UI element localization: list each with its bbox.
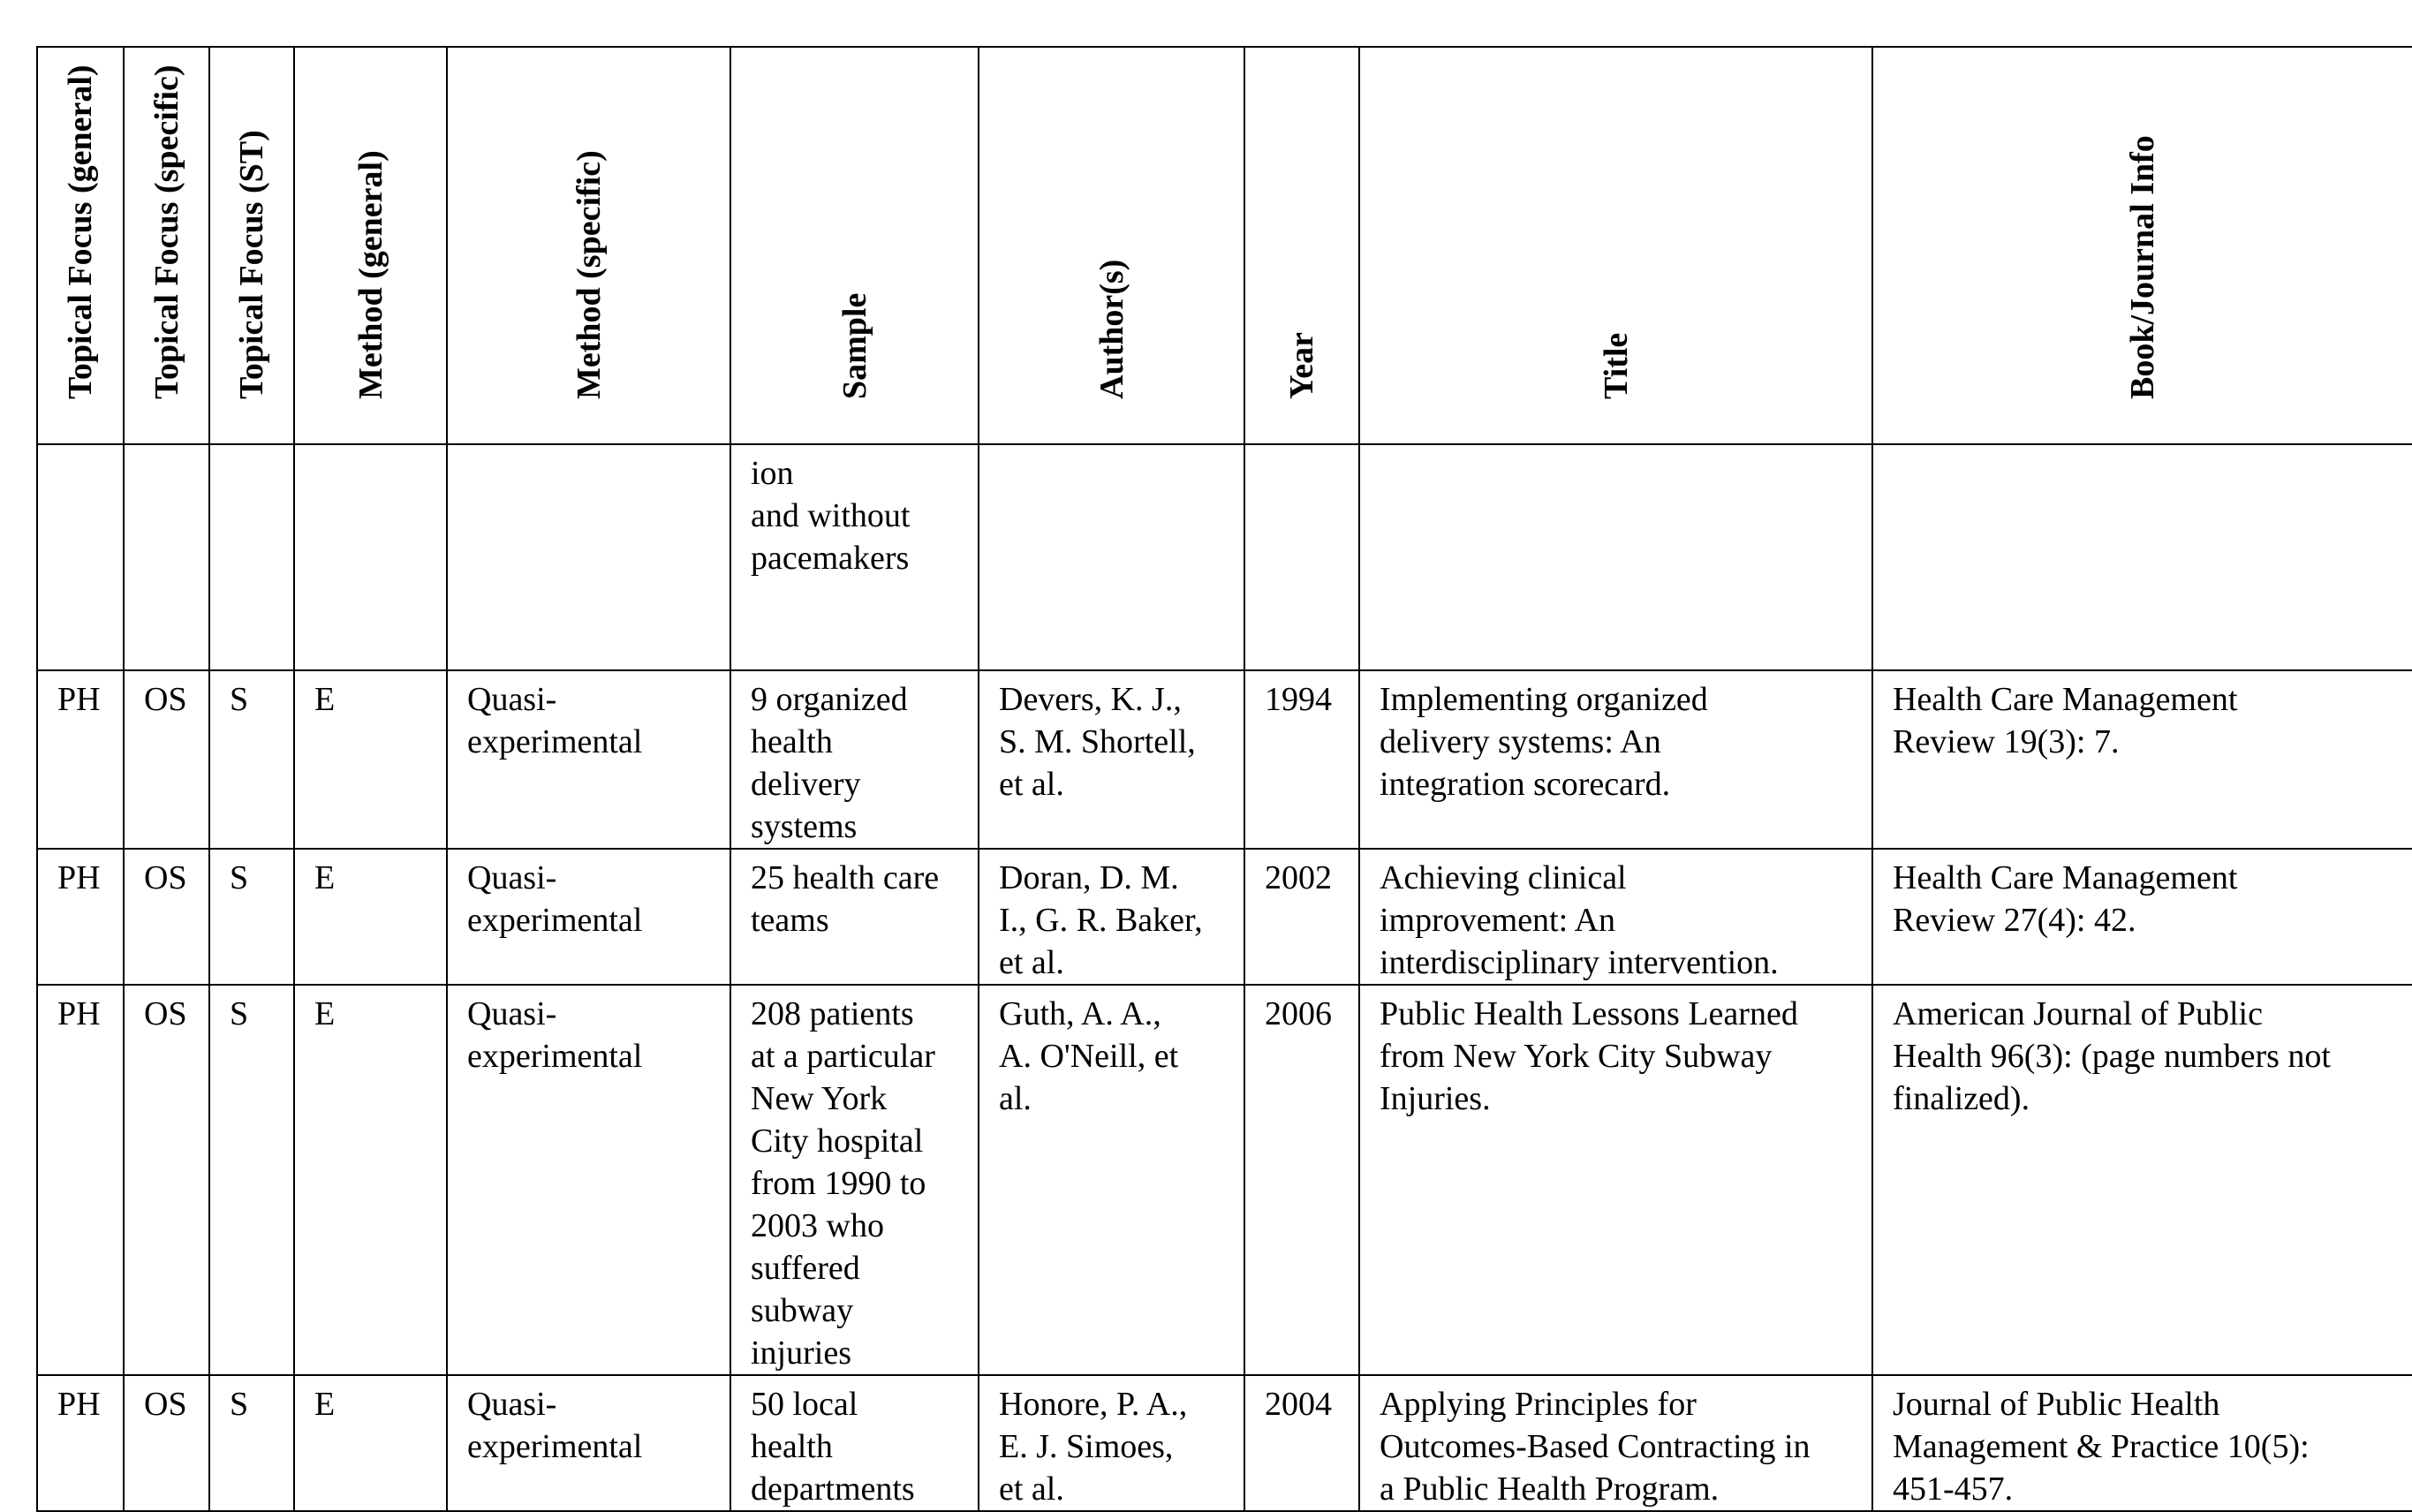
cell-topical-focus-general: PH [37,985,124,1375]
cell-topical-focus-specific [124,444,209,670]
cell-method-general [294,444,447,670]
cell-topical-focus-specific: OS [124,849,209,985]
column-header-year [1244,47,1359,444]
cell-topical-focus-st [209,444,294,670]
cell-sample: 9 organized health delivery systems [730,670,979,849]
column-header-label: Title [1597,332,1635,399]
cell-topical-focus-specific: OS [124,1375,209,1511]
table-row [37,670,2412,849]
cell-topical-focus-st: S [209,985,294,1375]
cell-sample: ion and without pacemakers [730,444,979,670]
cell-method-general: E [294,1375,447,1511]
cell-year [1244,444,1359,670]
column-header-topical-focus-general [37,47,124,444]
cell-book-journal-info: American Journal of Public Health 96(3): (page numbers not finalized). [1872,985,2412,1375]
cell-topical-focus-specific: OS [124,670,209,849]
cell-topical-focus-general: PH [37,849,124,985]
cell-topical-focus-general: PH [37,670,124,849]
column-header-method-specific [447,47,730,444]
column-header-sample [730,47,979,444]
cell-authors: Honore, P. A., E. J. Simoes, et al. [979,1375,1244,1511]
column-header-method-general [294,47,447,444]
cell-topical-focus-st: S [209,1375,294,1511]
table-row [37,849,2412,985]
cell-sample: 50 local health departments [730,1375,979,1511]
cell-authors: Guth, A. A., A. O'Neill, et al. [979,985,1244,1375]
table-row [37,444,2412,670]
cell-year: 2004 [1244,1375,1359,1511]
column-header-topical-focus-st [209,47,294,444]
table-row [37,1375,2412,1511]
cell-method-specific [447,444,730,670]
cell-title: Applying Principles for Outcomes-Based Contracting in a Public Health Program. [1359,1375,1872,1511]
cell-authors: Doran, D. M. I., G. R. Baker, et al. [979,849,1244,985]
column-header-topical-focus-specific [124,47,209,444]
cell-year: 2006 [1244,985,1359,1375]
cell-method-specific: Quasi- experimental [447,670,730,849]
column-header-label: Year [1283,332,1320,399]
cell-method-specific: Quasi- experimental [447,1375,730,1511]
column-header-label: Topical Focus (general) [62,64,99,399]
column-header-book-journal-info [1872,47,2412,444]
cell-method-general: E [294,670,447,849]
column-header-title [1359,47,1872,444]
cell-topical-focus-st: S [209,670,294,849]
cell-book-journal-info: Journal of Public Health Management & Practice 10(5): 451-457. [1872,1375,2412,1511]
table-body [37,444,2412,1511]
column-header-label: Author(s) [1093,259,1130,399]
cell-method-specific: Quasi- experimental [447,849,730,985]
column-header-label: Method (general) [352,150,389,399]
cell-authors: Devers, K. J., S. M. Shortell, et al. [979,670,1244,849]
cell-title [1359,444,1872,670]
cell-method-general: E [294,985,447,1375]
cell-book-journal-info [1872,444,2412,670]
literature-table [36,46,2412,1512]
cell-title: Implementing organized delivery systems: An integration scorecard. [1359,670,1872,849]
cell-topical-focus-general: PH [37,1375,124,1511]
cell-topical-focus-general [37,444,124,670]
cell-title: Public Health Lessons Learned from New York City Subway Injuries. [1359,985,1872,1375]
column-header-label: Topical Focus (ST) [233,130,270,399]
cell-year: 1994 [1244,670,1359,849]
cell-topical-focus-specific: OS [124,985,209,1375]
cell-sample: 208 patients at a particular New York City hospital from 1990 to 2003 who suffered subway injuries [730,985,979,1375]
cell-book-journal-info: Health Care Management Review 27(4): 42. [1872,849,2412,985]
header-row [37,47,2412,444]
column-header-label: Topical Focus (specific) [147,64,185,399]
cell-sample: 25 health care teams [730,849,979,985]
cell-method-specific: Quasi- experimental [447,985,730,1375]
cell-book-journal-info: Health Care Management Review 19(3): 7. [1872,670,2412,849]
column-header-authors [979,47,1244,444]
cell-authors [979,444,1244,670]
cell-topical-focus-st: S [209,849,294,985]
column-header-label: Method (specific) [570,150,608,399]
table-row [37,985,2412,1375]
column-header-label: Book/Journal Info [2124,135,2161,399]
cell-method-general: E [294,849,447,985]
column-header-label: Sample [836,292,873,399]
cell-title: Achieving clinical improvement: An interdisciplinary intervention. [1359,849,1872,985]
cell-year: 2002 [1244,849,1359,985]
